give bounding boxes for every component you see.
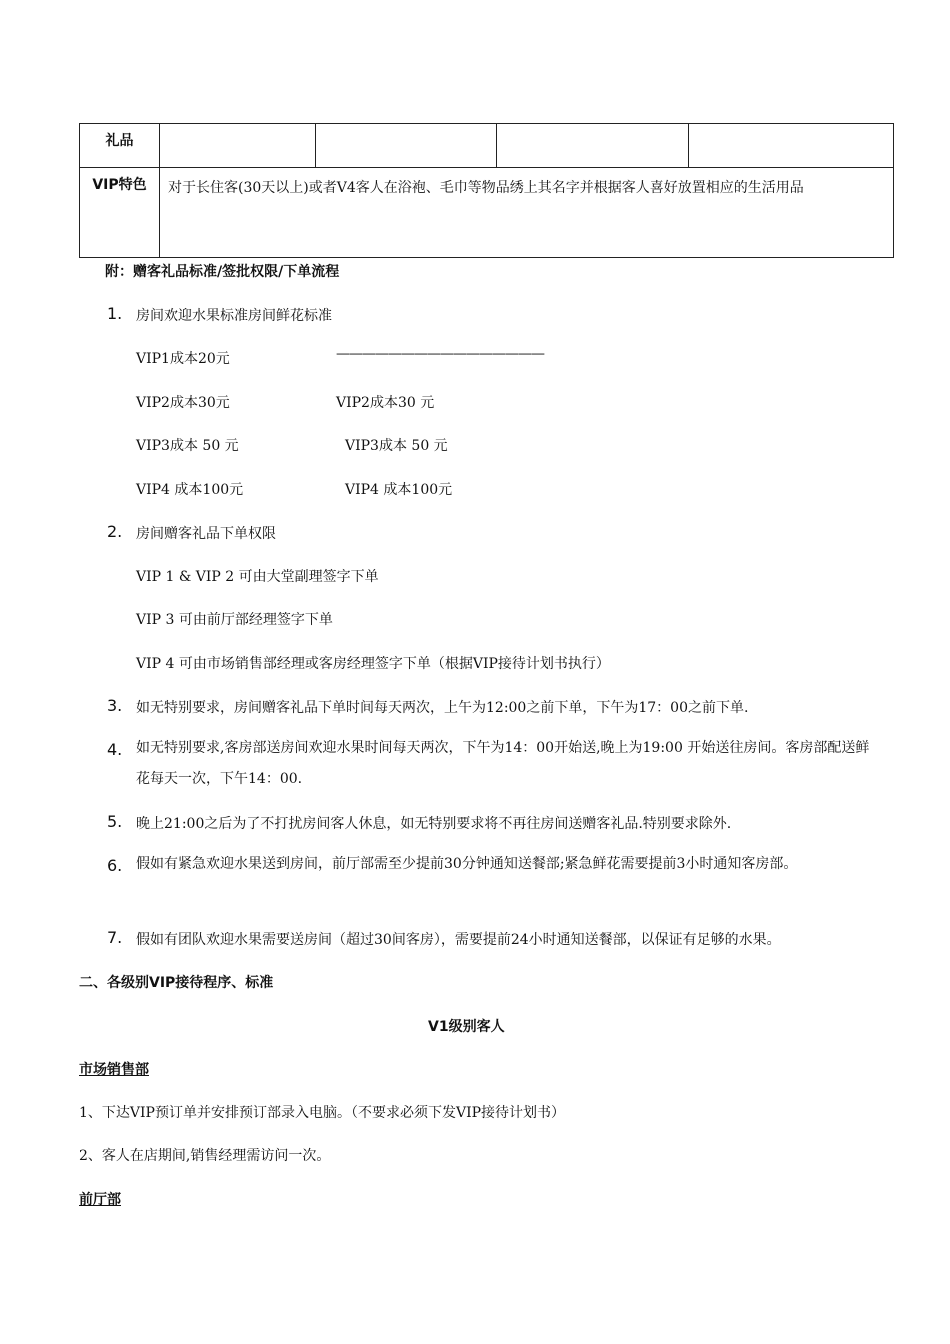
item2-title: 房间赠客礼品下单权限 [136, 526, 276, 542]
fruit-vip4: VIP4 成本100元 [136, 482, 244, 498]
item5-number: 5. [107, 812, 123, 831]
section2-title: 二、各级别VIP接待程序、标准 [79, 975, 274, 991]
fruit-vip3: VIP3成本 50 元 [136, 438, 239, 454]
front-office-title: 前厅部 [79, 1192, 121, 1208]
fruit-vip1: VIP1成本20元 [136, 351, 230, 367]
item1-title: 房间欢迎水果标准房间鲜花标准 [136, 308, 332, 324]
flower-vip3: VIP3成本 50 元 [345, 438, 448, 454]
gift-cell-2 [316, 124, 497, 168]
item3-text: 如无特别要求，房间赠客礼品下单时间每天两次，上午为12:00之前下单，下午为17：00之前下单. [136, 700, 749, 716]
item7-number: 7. [107, 928, 123, 947]
flower-vip1: ———————————————— [336, 346, 544, 362]
item4-text: 如无特别要求,客房部送房间欢迎水果时间每天两次，下午为14：00开始送,晚上为19:00 开始送往房间。客房部配送鲜花每天一次，下午14：00. [136, 740, 870, 787]
feature-label: VIP特色 [80, 168, 160, 258]
permission-vip1-2: VIP 1 & VIP 2 可由大堂副理签字下单 [136, 569, 379, 585]
item6-number: 6. [107, 856, 123, 875]
gift-standard-table [79, 123, 894, 258]
gift-label: 礼品 [80, 124, 160, 168]
appendix-title: 附：赠客礼品标准/签批权限/下单流程 [105, 264, 340, 280]
flower-vip4: VIP4 成本100元 [345, 482, 453, 498]
sales-line-1: 1、下达VIP预订单并安排预订部录入电脑。（不要求必须下发VIP接待计划书） [79, 1105, 566, 1121]
gift-cell-4 [689, 124, 894, 168]
flower-vip2: VIP2成本30 元 [336, 395, 435, 411]
v1-title: V1级别客人 [428, 1019, 505, 1035]
item7-text: 假如有团队欢迎水果需要送房间（超过30间客房），需要提前24小时通知送餐部，以保证有足够的水果。 [136, 932, 781, 948]
feature-row [80, 168, 894, 258]
item1-number: 1. [107, 304, 123, 323]
sales-line-2: 2、客人在店期间,销售经理需访问一次。 [79, 1148, 331, 1164]
item3-number: 3. [107, 696, 123, 715]
permission-vip3: VIP 3 可由前厅部经理签字下单 [136, 612, 333, 628]
permission-vip4: VIP 4 可由市场销售部经理或客房经理签字下单（根据VIP接待计划书执行） [136, 656, 610, 672]
feature-text: 对于长住客(30天以上)或者V4客人在浴袍、毛巾等物品绣上其名字并根据客人喜好放置相应的生活用品 [160, 168, 894, 258]
item4-number: 4. [107, 740, 123, 759]
gift-cell-1 [160, 124, 316, 168]
gift-row [80, 124, 894, 168]
gift-cell-3 [497, 124, 689, 168]
fruit-vip2: VIP2成本30元 [136, 395, 230, 411]
item5-text: 晚上21:00之后为了不打扰房间客人休息，如无特别要求将不再往房间送赠客礼品.特别要求除外. [136, 816, 732, 832]
item6-text: 假如有紧急欢迎水果送到房间，前厅部需至少提前30分钟通知送餐部;紧急鲜花需要提前3小时通知客房部。 [136, 856, 798, 872]
sales-dept-title: 市场销售部 [79, 1062, 149, 1078]
item2-number: 2. [107, 522, 123, 541]
